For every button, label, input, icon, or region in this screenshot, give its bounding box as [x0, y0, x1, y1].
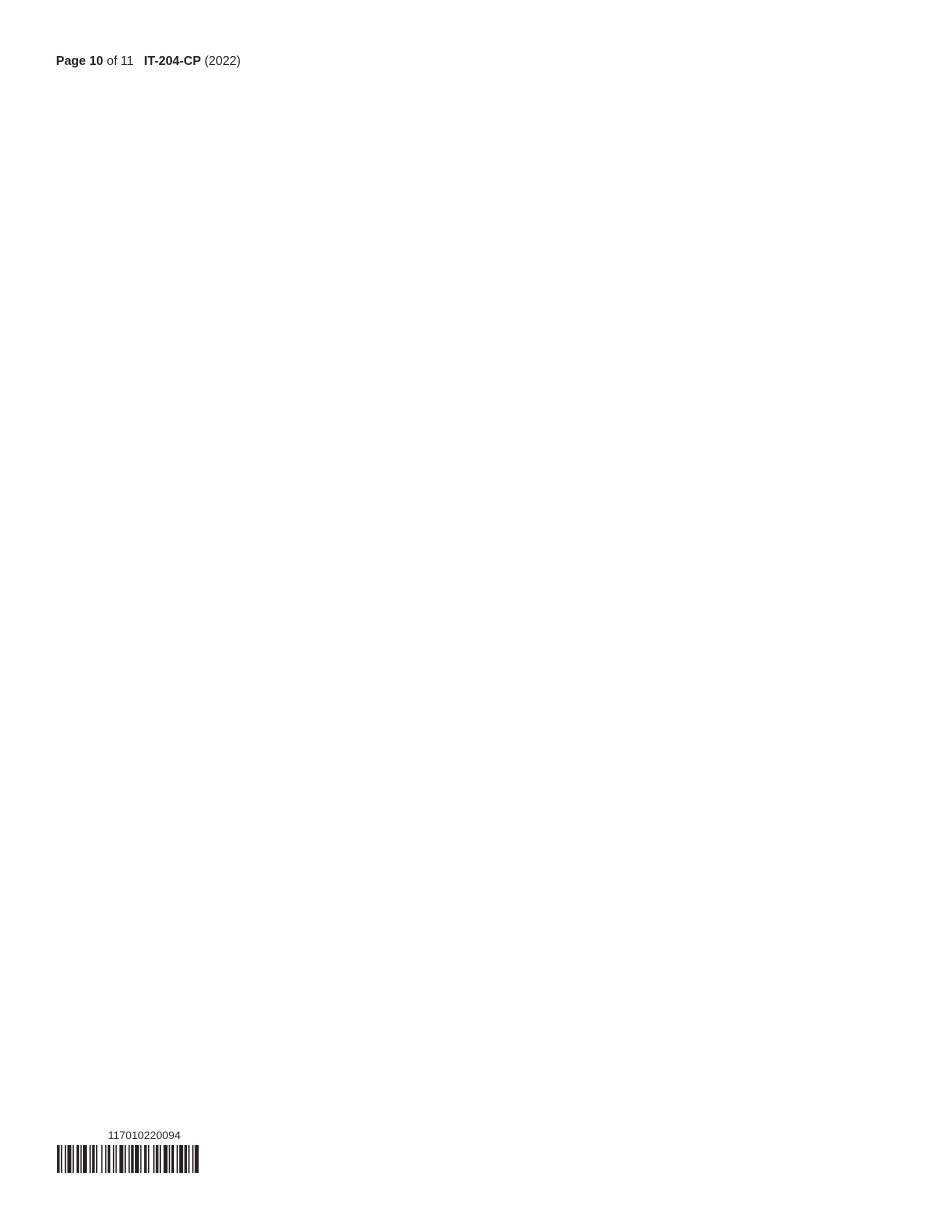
barcode-bar [83, 1145, 87, 1173]
form-id: IT-204-CP [144, 54, 202, 68]
barcode-bar [119, 1145, 123, 1173]
barcode-bar [179, 1145, 183, 1173]
barcode-bar [96, 1145, 97, 1173]
barcode-number: 117010220094 [108, 1130, 181, 1142]
barcode-bar [80, 1145, 81, 1173]
barcode-bar [129, 1145, 130, 1173]
barcode-bar [101, 1145, 102, 1173]
barcode-bar [67, 1145, 71, 1173]
page-label: Page 10 [56, 54, 104, 68]
barcode-bar [192, 1145, 193, 1173]
barcode-icon [57, 1145, 239, 1173]
barcode-bar [77, 1145, 80, 1173]
barcode-bar [73, 1145, 74, 1173]
barcode-bar [65, 1145, 66, 1173]
barcode-bar [171, 1145, 174, 1173]
barcode-bar [113, 1145, 114, 1173]
barcode-bar [144, 1145, 147, 1173]
barcode-bar [177, 1145, 178, 1173]
barcode-bar [61, 1145, 62, 1173]
barcode-bar [90, 1145, 91, 1173]
barcode-bar [135, 1145, 139, 1173]
barcode-bar [125, 1145, 126, 1173]
barcode-bar [169, 1145, 170, 1173]
barcode-bar [116, 1145, 117, 1173]
barcode-bar [105, 1145, 106, 1173]
barcode-bar [108, 1145, 111, 1173]
barcode-bar [188, 1145, 189, 1173]
barcode-bar [195, 1145, 199, 1173]
barcode-bar [153, 1145, 154, 1173]
barcode-bar [131, 1145, 134, 1173]
part-2-receipts-form [56, 84, 894, 998]
form-year: (2022) [204, 54, 241, 68]
barcode-bar [164, 1145, 168, 1173]
page-header [56, 54, 241, 68]
barcode-bar [92, 1145, 95, 1173]
barcode-bar [148, 1145, 149, 1173]
barcode-bar [140, 1145, 141, 1173]
barcode-bar [184, 1145, 187, 1173]
barcode-bar [57, 1145, 60, 1173]
page-of: of 11 [106, 54, 134, 68]
barcode-bar [156, 1145, 159, 1173]
barcode-bar [160, 1145, 161, 1173]
